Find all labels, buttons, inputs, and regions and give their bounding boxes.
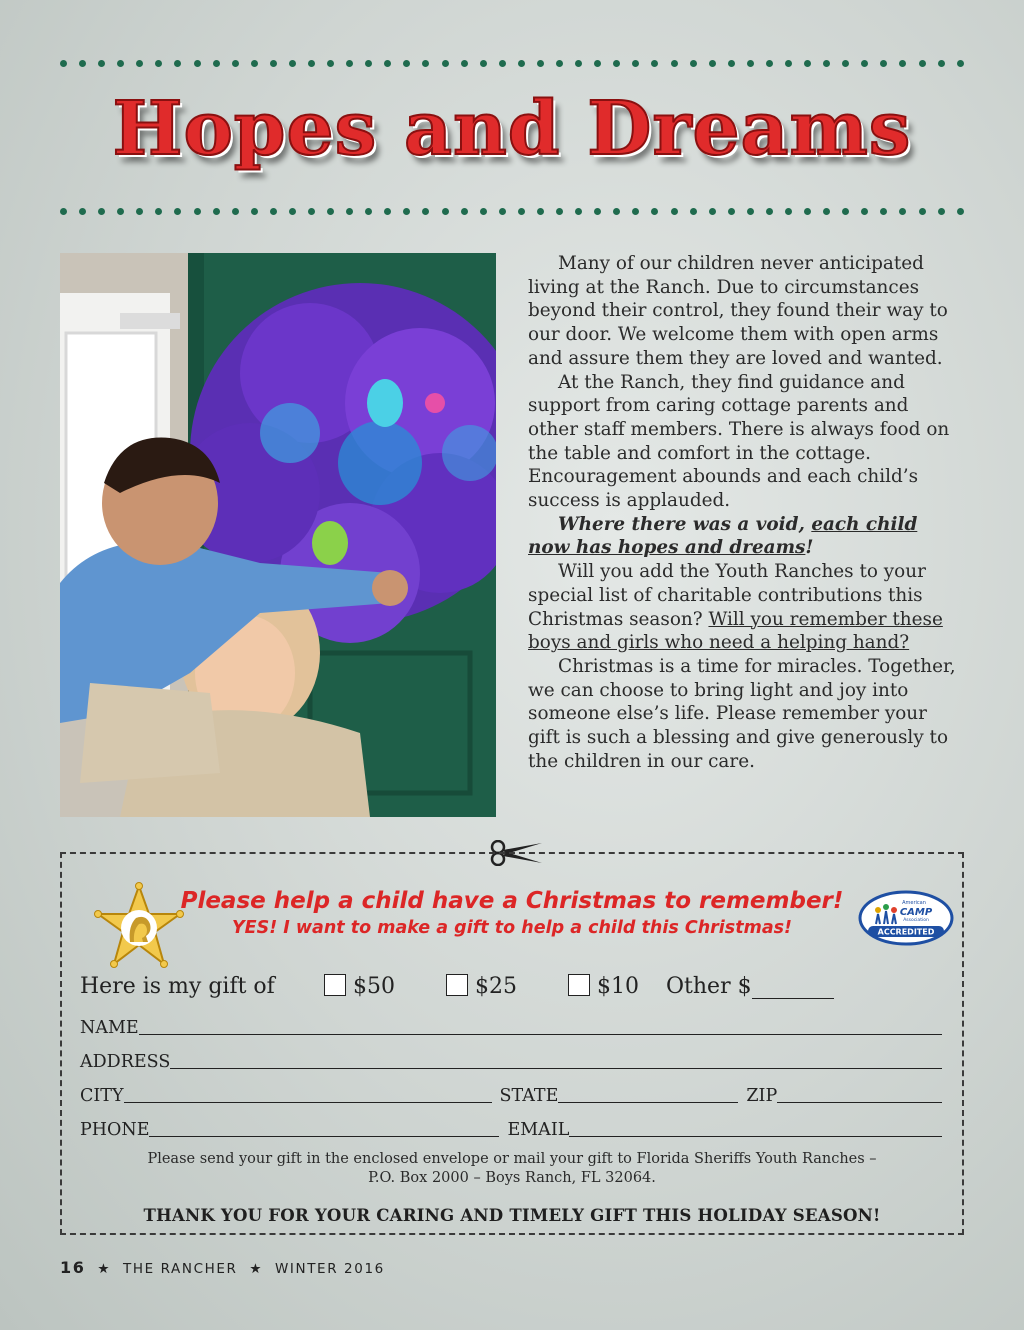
phone-label: PHONE [80, 1120, 150, 1140]
rule-dot [289, 60, 296, 67]
rule-dot [690, 60, 697, 67]
children-with-wreath-photo [60, 253, 496, 817]
page-footer [60, 1258, 385, 1277]
question-text: Will you add the Youth Ranches to your special list of charitable contributions this Christmas season? [528, 561, 926, 630]
rule-dot [709, 208, 716, 215]
rule-dot [518, 60, 525, 67]
phone-field[interactable] [149, 1119, 499, 1137]
rule-dot [270, 208, 277, 215]
article-paragraph-1: Many of our children never anticipated living at the Ranch. Due to circumstances beyond their control, they found their way to our door. We welcome them with open arms and assure them they are loved and wanted. [528, 253, 948, 369]
rule-dot [766, 60, 773, 67]
rule-dot [403, 60, 410, 67]
rule-dot [136, 208, 143, 215]
emphasis-punctuation: ! [805, 537, 814, 559]
page-number: 16 [60, 1258, 86, 1277]
rule-dot [461, 60, 468, 67]
rule-dot [98, 60, 105, 67]
rule-dot [79, 208, 86, 215]
address-label: ADDRESS [80, 1052, 171, 1072]
rule-dot [98, 208, 105, 215]
rule-dot [60, 208, 67, 215]
rule-dot [194, 60, 201, 67]
article-paragraph-4 [528, 560, 960, 655]
rule-dot [651, 208, 658, 215]
address-row [80, 1046, 942, 1072]
rule-dot [899, 60, 906, 67]
top-dotted-rule [60, 60, 964, 70]
rule-dot [575, 208, 582, 215]
rule-dot [632, 208, 639, 215]
rule-dot [766, 208, 773, 215]
rule-dot [117, 60, 124, 67]
email-label: EMAIL [507, 1120, 570, 1140]
rule-dot [251, 60, 258, 67]
aca-logo-line1: American [902, 900, 926, 906]
rule-dot [747, 60, 754, 67]
rule-dot [613, 60, 620, 67]
rule-dot [728, 208, 735, 215]
rule-dot [957, 60, 964, 67]
rule-dot [728, 60, 735, 67]
rule-dot [232, 208, 239, 215]
state-label: STATE [499, 1086, 559, 1106]
page-title: Hopes and Dreams [112, 86, 912, 172]
rule-dot [671, 208, 678, 215]
mailing-instructions-line1: Please send your gift in the enclosed envelope or mail your gift to Florida Sheriffs Youth Ranches – [147, 1151, 877, 1167]
rule-dot [308, 60, 315, 67]
coupon-subheadline: YES! I want to make a gift to help a child this Christmas! [231, 918, 793, 938]
rule-dot [365, 208, 372, 215]
rule-dot [880, 208, 887, 215]
gift-10-checkbox[interactable] [568, 974, 590, 996]
phone-email-row [80, 1114, 942, 1140]
rule-dot [365, 60, 372, 67]
rule-dot [499, 208, 506, 215]
rule-dot [594, 60, 601, 67]
rule-dot [384, 208, 391, 215]
gift-25-checkbox[interactable] [446, 974, 468, 996]
rule-dot [823, 60, 830, 67]
issue-date: WINTER 2016 [274, 1261, 385, 1277]
gift-option-50[interactable] [324, 974, 395, 999]
rule-dot [861, 208, 868, 215]
rule-dot [60, 60, 67, 67]
bottom-dotted-rule [60, 208, 964, 218]
rule-dot [251, 208, 258, 215]
name-field[interactable] [139, 1017, 942, 1035]
rule-dot [671, 60, 678, 67]
rule-dot [594, 208, 601, 215]
rule-dot [537, 208, 544, 215]
rule-dot [346, 60, 353, 67]
address-field[interactable] [170, 1051, 942, 1069]
name-label: NAME [80, 1018, 139, 1038]
article-paragraph-5: Christmas is a time for miracles. Together, we can choose to bring light and joy into someone else’s life. Please remember your gift is such a blessing and give generously to the children in our care. [528, 655, 956, 772]
rule-dot [747, 208, 754, 215]
rule-dot [461, 208, 468, 215]
rule-dot [842, 60, 849, 67]
emphasis-underlined-text: each child now has hopes and dreams [528, 513, 918, 559]
underlined-question-text: Will you remember these boys and girls who need a helping hand? [528, 608, 943, 654]
rule-dot [79, 60, 86, 67]
city-label: CITY [80, 1086, 124, 1106]
rule-dot [174, 208, 181, 215]
rule-dot [919, 60, 926, 67]
donation-coupon [60, 852, 964, 1235]
star-separator-icon: ★ [249, 1261, 264, 1277]
star-separator-icon: ★ [97, 1261, 112, 1277]
rule-dot [785, 208, 792, 215]
gift-option-other[interactable] [666, 974, 834, 999]
emphasis-text: Where there was a void, [558, 513, 812, 535]
state-field[interactable] [558, 1085, 738, 1103]
rule-dot [194, 208, 201, 215]
rule-dot [919, 208, 926, 215]
rule-dot [957, 208, 964, 215]
rule-dot [938, 208, 945, 215]
aca-accredited-logo-icon [858, 890, 954, 946]
rule-dot [823, 208, 830, 215]
rule-dot [556, 60, 563, 67]
rule-dot [442, 60, 449, 67]
rule-dot [213, 60, 220, 67]
city-state-zip-row [80, 1080, 942, 1106]
name-row [80, 1012, 942, 1038]
aca-logo-line3: Association [903, 918, 929, 923]
rule-dot [422, 208, 429, 215]
zip-field[interactable] [777, 1085, 942, 1103]
thank-you-message: THANK YOU FOR YOUR CARING AND TIMELY GIFT THIS HOLIDAY SEASON! [143, 1205, 881, 1225]
rule-dot [232, 60, 239, 67]
rule-dot [804, 60, 811, 67]
zip-label: ZIP [746, 1086, 778, 1106]
rule-dot [346, 208, 353, 215]
rule-dot [480, 60, 487, 67]
email-field[interactable] [569, 1119, 942, 1137]
rule-dot [327, 60, 334, 67]
article-body [528, 252, 960, 773]
article-paragraph-3 [528, 513, 960, 560]
rule-dot [384, 60, 391, 67]
gift-option-50-label: $50 [353, 974, 395, 999]
rule-dot [117, 208, 124, 215]
rule-dot [480, 208, 487, 215]
rule-dot [613, 208, 620, 215]
rule-dot [136, 60, 143, 67]
rule-dot [785, 60, 792, 67]
gift-other-label: Other $ [666, 974, 752, 999]
rule-dot [938, 60, 945, 67]
rule-dot [308, 208, 315, 215]
rule-dot [690, 208, 697, 215]
gift-50-checkbox[interactable] [324, 974, 346, 996]
publication-name: THE RANCHER [122, 1261, 238, 1277]
mailing-instructions-line2: P.O. Box 2000 – Boys Ranch, FL 32064. [368, 1170, 656, 1186]
rule-dot [899, 208, 906, 215]
rule-dot [422, 60, 429, 67]
gift-option-10-label: $10 [597, 974, 639, 999]
rule-dot [213, 208, 220, 215]
coupon-headline: Please help a child have a Christmas to remember! [180, 888, 844, 914]
rule-dot [155, 208, 162, 215]
rule-dot [270, 60, 277, 67]
rule-dot [289, 208, 296, 215]
rule-dot [537, 60, 544, 67]
gift-option-10[interactable] [568, 974, 639, 999]
rule-dot [861, 60, 868, 67]
aca-logo-badge: ACCREDITED [877, 927, 935, 937]
rule-dot [155, 60, 162, 67]
gift-option-25-label: $25 [475, 974, 517, 999]
rule-dot [709, 60, 716, 67]
rule-dot [556, 208, 563, 215]
rule-dot [880, 60, 887, 67]
city-field[interactable] [124, 1085, 492, 1103]
rule-dot [842, 208, 849, 215]
rule-dot [327, 208, 334, 215]
aca-logo-line2: CAMP [899, 907, 933, 918]
rule-dot [499, 60, 506, 67]
rule-dot [632, 60, 639, 67]
rule-dot [174, 60, 181, 67]
rule-dot [575, 60, 582, 67]
gift-option-25[interactable] [446, 974, 517, 999]
rule-dot [651, 60, 658, 67]
gift-label: Here is my gift of [80, 974, 275, 999]
rule-dot [518, 208, 525, 215]
article-paragraph-2: At the Ranch, they find guidance and support from caring cottage parents and other staff members. There is always food on the table and comfort in the cottage. Encouragement abounds and each child’s success is applauded. [528, 371, 950, 512]
rule-dot [403, 208, 410, 215]
rule-dot [442, 208, 449, 215]
gift-other-amount-field[interactable] [752, 977, 834, 999]
mailing-instructions [102, 1150, 922, 1188]
gift-amount-row [80, 974, 940, 1004]
rule-dot [804, 208, 811, 215]
